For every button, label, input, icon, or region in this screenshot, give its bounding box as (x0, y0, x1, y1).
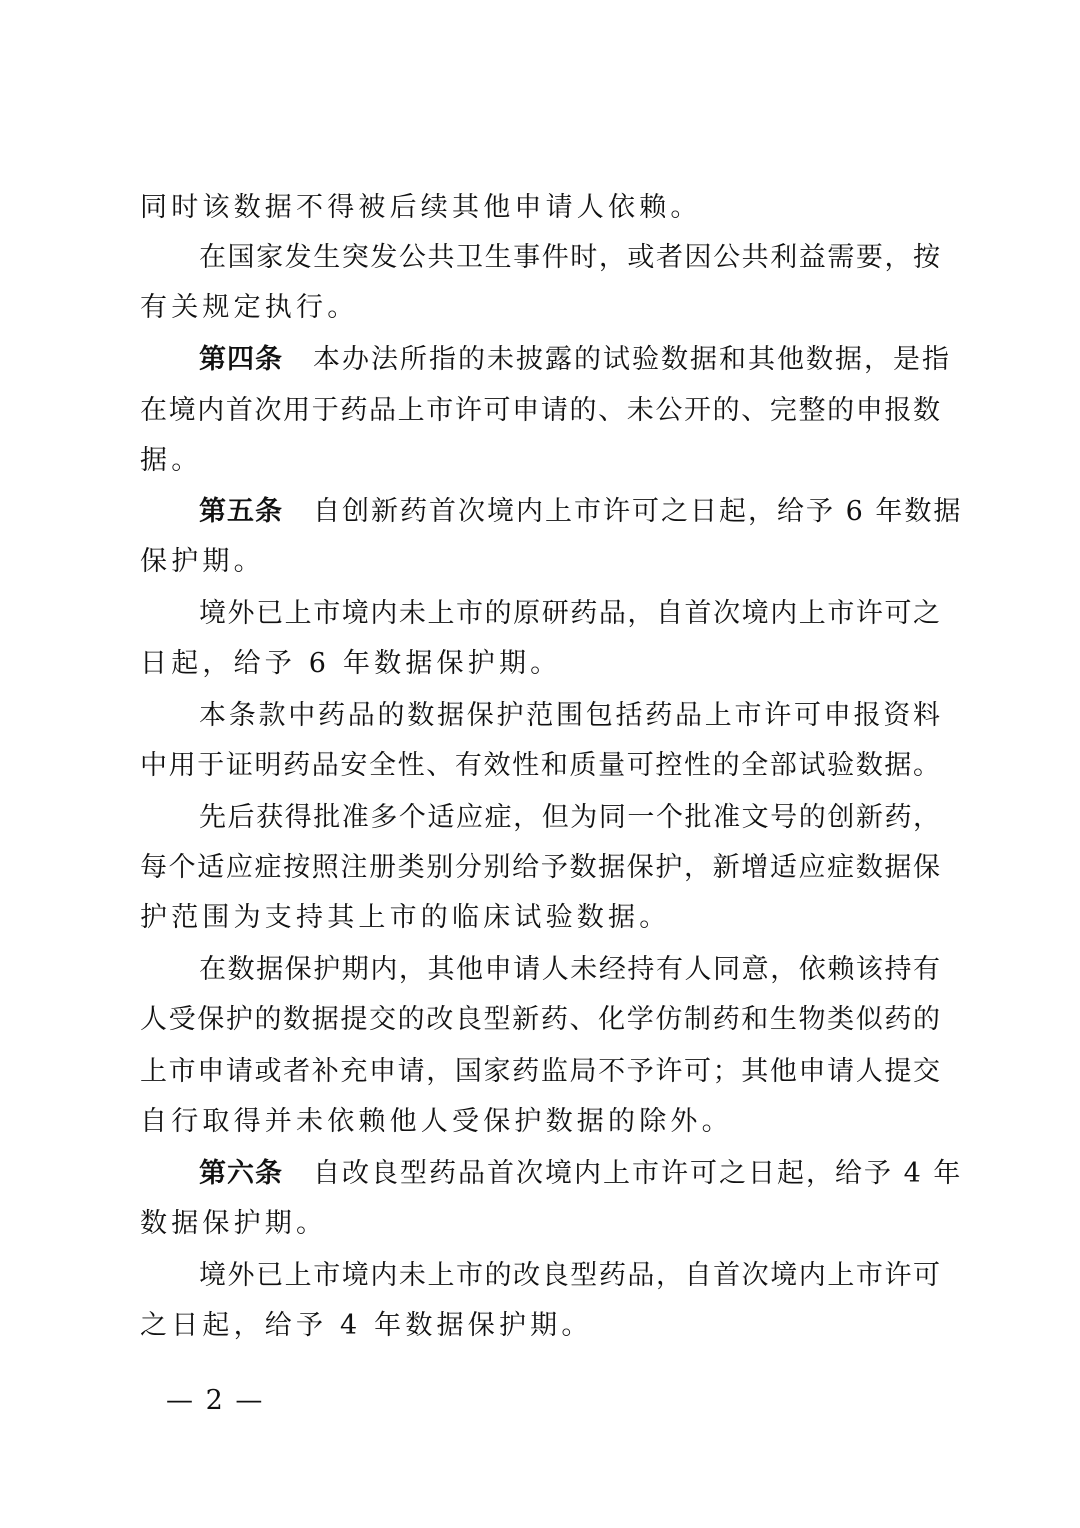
text-line: 人受保护的数据提交的改良型新药、化学仿制药和生物类似药的 (140, 1004, 940, 1035)
text-line: 境外已上市境内未上市的改良型药品，自首次境内上市许可 (199, 1260, 940, 1291)
text-line: 据。 (140, 445, 203, 476)
article-6-heading: 第六条 (199, 1158, 283, 1189)
text-line: 自行取得并未依赖他人受保护数据的除外。 (140, 1106, 733, 1137)
text-line: 日起，给予 6 年数据保护期。 (140, 648, 562, 679)
text-line: 每个适应症按照注册类别分别给予数据保护，新增适应症数据保 (140, 852, 940, 883)
page-number: — 2 — (166, 1385, 265, 1416)
text-line: 中用于证明药品安全性、有效性和质量可控性的全部试验数据。 (140, 750, 940, 781)
text-line: 本条款中药品的数据保护范围包括药品上市许可申报资料 (199, 700, 940, 731)
text-line: 上市申请或者补充申请，国家药监局不予许可；其他申请人提交 (140, 1056, 940, 1087)
text-line: 自创新药首次境内上市许可之日起，给予 6 年数据 (313, 496, 963, 527)
text-line: 有关规定执行。 (140, 292, 359, 323)
text-line: 在境内首次用于药品上市许可申请的、未公开的、完整的申报数 (140, 395, 940, 426)
article-4-heading: 第四条 (199, 344, 283, 375)
text-line: 先后获得批准多个适应症，但为同一个批准文号的创新药， (199, 802, 940, 833)
text-line: 之日起，给予 4 年数据保护期。 (140, 1310, 593, 1341)
article-5-heading: 第五条 (199, 496, 283, 527)
text-line: 自改良型药品首次境内上市许可之日起，给予 4 年 (313, 1158, 963, 1189)
text-line: 在国家发生突发公共卫生事件时，或者因公共利益需要，按 (199, 242, 940, 273)
text-line: 境外已上市境内未上市的原研药品，自首次境内上市许可之 (199, 598, 940, 629)
text-line: 保护期。 (140, 546, 265, 577)
text-line: 数据保护期。 (140, 1208, 328, 1239)
article-5-line (199, 492, 963, 532)
article-6-line (199, 1154, 963, 1194)
text-line: 在数据保护期内，其他申请人未经持有人同意，依赖该持有 (199, 954, 940, 985)
article-4-line (199, 340, 951, 380)
text-line: 同时该数据不得被后续其他申请人依赖。 (140, 192, 702, 223)
text-line: 本办法所指的未披露的试验数据和其他数据，是指 (313, 344, 951, 375)
text-line: 护范围为支持其上市的临床试验数据。 (140, 902, 671, 933)
